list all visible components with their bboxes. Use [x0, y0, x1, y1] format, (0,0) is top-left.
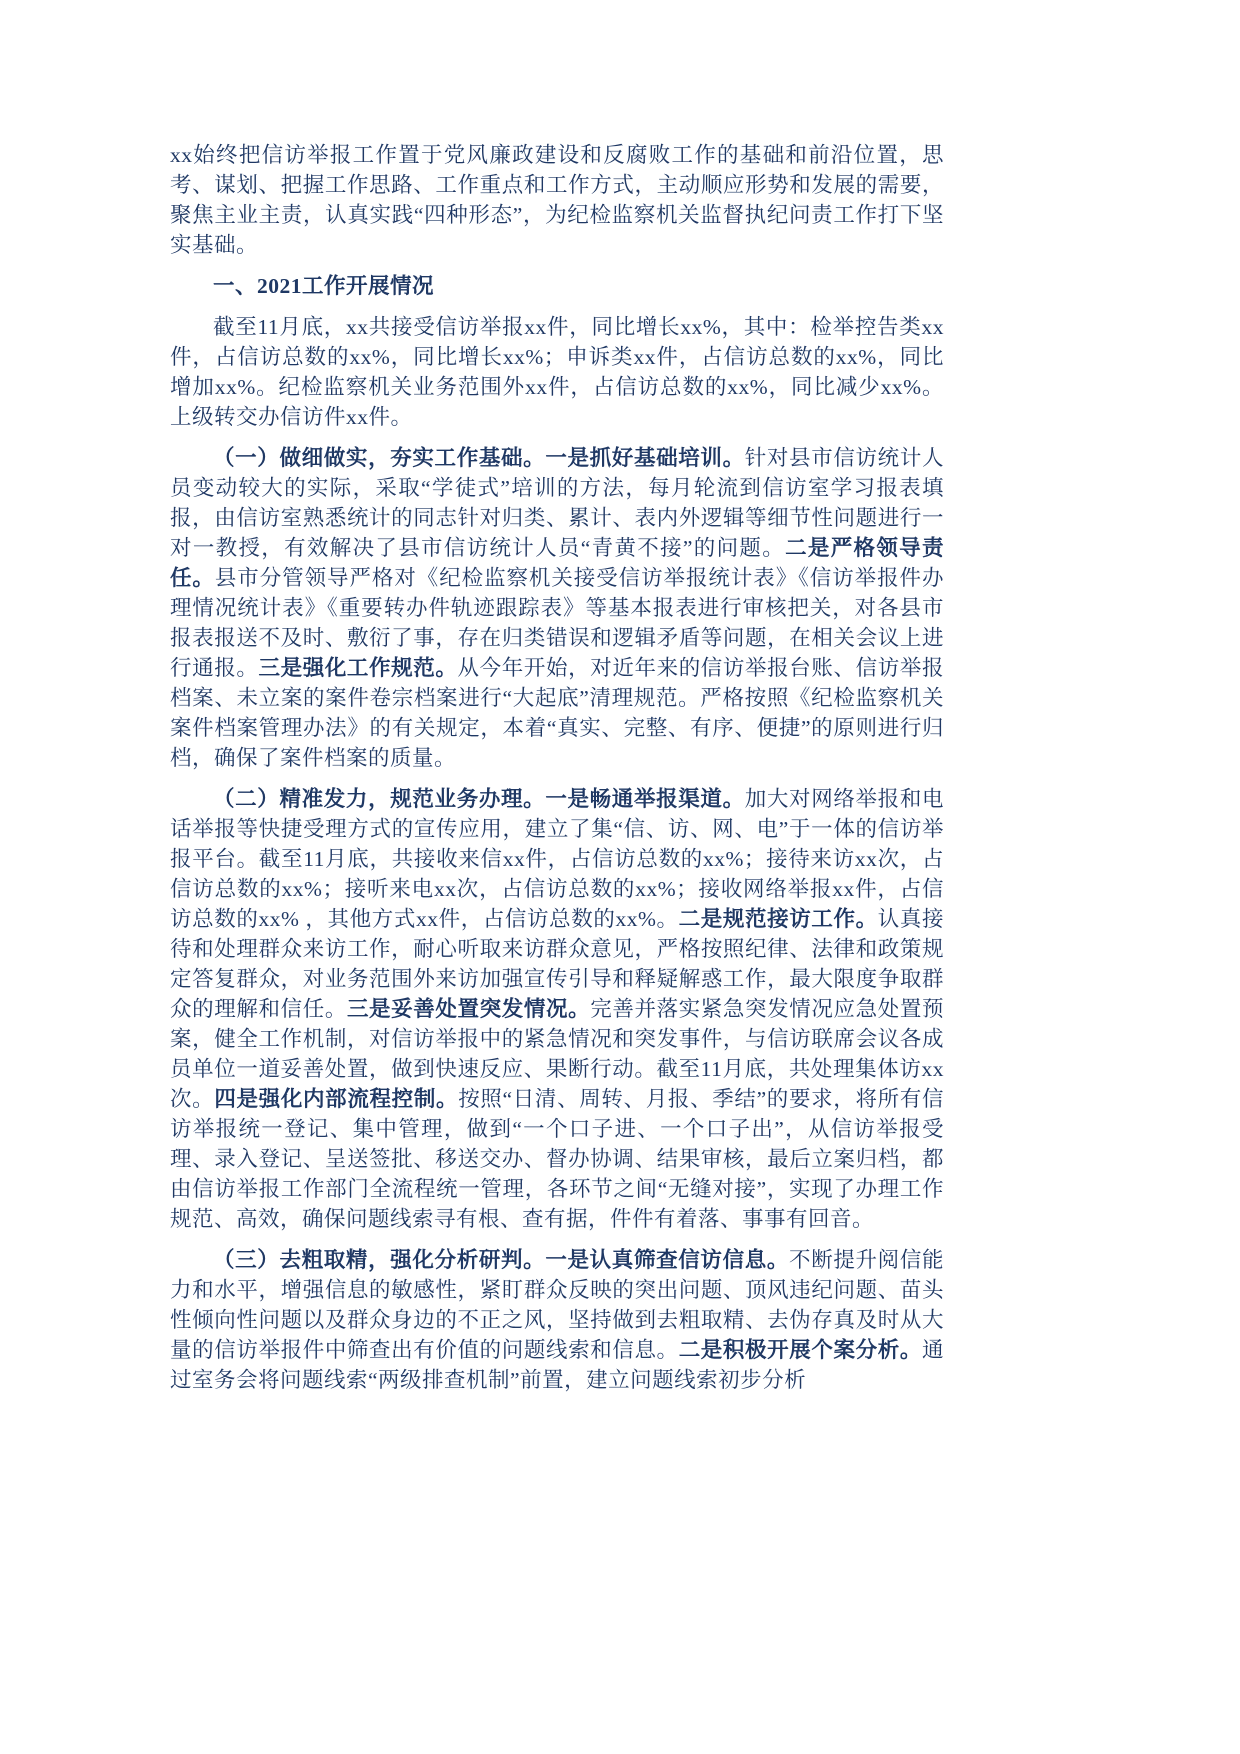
bold-run: （二）精准发力，规范业务办理。一是畅通举报渠道。 — [213, 787, 745, 811]
bold-run: 三是妥善处置突发情况。 — [346, 997, 591, 1021]
intro-paragraph — [170, 140, 944, 260]
bold-run: 四是强化内部流程控制。 — [214, 1087, 459, 1111]
text-run: 针对县市信访统计人员变动较大的实际，采取“学徒式”培训的方法，每月轮流到信访室学习报表填报，由信访室熟悉统计的同志针对归类、累计、表内外逻辑等细节性问题进行一对一教授，有效解决了县市信访统计人员“青黄不接”的问题。 — [170, 446, 944, 560]
text-run: 从今年开始，对近年来的信访举报台账、信访举报档案、未立案的案件卷宗档案进行“大起底”清理规范。严格按照《纪检监察机关案件档案管理办法》的有关规定，本着“真实、完整、有序、便捷”的原则进行归档，确保了案件档案的质量。 — [170, 656, 944, 770]
text-run: 截至11月底，xx共接受信访举报xx件，同比增长xx%，其中：检举控告类xx件，占信访总数的xx%，同比增长xx%；申诉类xx件，占信访总数的xx%，同比增加xx%。纪检监察机关业务范围外xx件，占信访总数的xx%，同比减少xx%。上级转交办信访件xx件。 — [170, 315, 944, 429]
stats-paragraph — [170, 312, 944, 432]
point-1-paragraph — [170, 443, 944, 773]
bold-run: 二是严格领导责任。 — [170, 536, 944, 590]
heading-text: 一、2021工作开展情况 — [213, 274, 435, 298]
text-run: 完善并落实紧急突发情况应急处置预案，健全工作机制，对信访举报中的紧急情况和突发事件，与信访联席会议各成员单位一道妥善处置，做到快速反应、果断行动。截至11月底，共处理集体访xx次。 — [170, 997, 944, 1111]
text-run: 认真接待和处理群众来访工作，耐心听取来访群众意见，严格按照纪律、法律和政策规定答复群众，对业务范围外来访加强宣传引导和释疑解惑工作，最大限度争取群众的理解和信任。 — [170, 907, 944, 1021]
bold-run: 二是规范接访工作。 — [678, 907, 878, 931]
section-heading-1 — [170, 271, 944, 301]
document-content — [170, 140, 944, 1406]
text-run: xx始终把信访举报工作置于党风廉政建设和反腐败工作的基础和前沿位置，思考、谋划、把握工作思路、工作重点和工作方式，主动顺应形势和发展的需要，聚焦主业主责，认真实践“四种形态”，为纪检监察机关监督执纪问责工作打下坚实基础。 — [170, 143, 944, 257]
point-2-paragraph — [170, 784, 944, 1234]
bold-run: 三是强化工作规范。 — [258, 656, 458, 680]
text-run: 加大对网络举报和电话举报等快捷受理方式的宣传应用，建立了集“信、访、网、电”于一体的信访举报平台。截至11月底，共接收来信xx件，占信访总数的xx%；接待来访xx次，占信访总数的xx%；接听来电xx次，占信访总数的xx%；接收网络举报xx件，占信访总数的xx% ，其他方式xx件，占信访总数的xx%。 — [170, 787, 944, 931]
text-run: 通过室务会将问题线索“两级排查机制”前置，建立问题线索初步分析 — [170, 1338, 944, 1392]
text-run: 按照“日清、周转、月报、季结”的要求，将所有信访举报统一登记、集中管理，做到“一个口子进、一个口子出”，从信访举报受理、录入登记、呈送签批、移送交办、督办协调、结果审核，最后立案归档，都由信访举报工作部门全流程统一管理，各环节之间“无缝对接”，实现了办理工作规范、高效，确保问题线索寻有根、查有据，件件有着落、事事有回音。 — [170, 1087, 944, 1231]
bold-run: （三）去粗取精，强化分析研判。一是认真筛查信访信息。 — [213, 1248, 790, 1272]
text-run: 县市分管领导严格对《纪检监察机关接受信访举报统计表》《信访举报件办理情况统计表》《重要转办件轨迹跟踪表》等基本报表进行审核把关，对各县市报表报送不及时、敷衍了事，存在归类错误和逻辑矛盾等问题，在相关会议上进行通报。 — [170, 566, 944, 680]
bold-run: （一）做细做实，夯实工作基础。一是抓好基础培训。 — [213, 446, 745, 470]
text-run: 不断提升阅信能力和水平，增强信息的敏感性，紧盯群众反映的突出问题、顶风违纪问题、苗头性倾向性问题以及群众身边的不正之风，坚持做到去粗取精、去伪存真及时从大量的信访举报件中筛查出有价值的问题线索和信息。 — [170, 1248, 944, 1362]
point-3-paragraph — [170, 1245, 944, 1395]
bold-run: 二是积极开展个案分析。 — [678, 1338, 922, 1362]
